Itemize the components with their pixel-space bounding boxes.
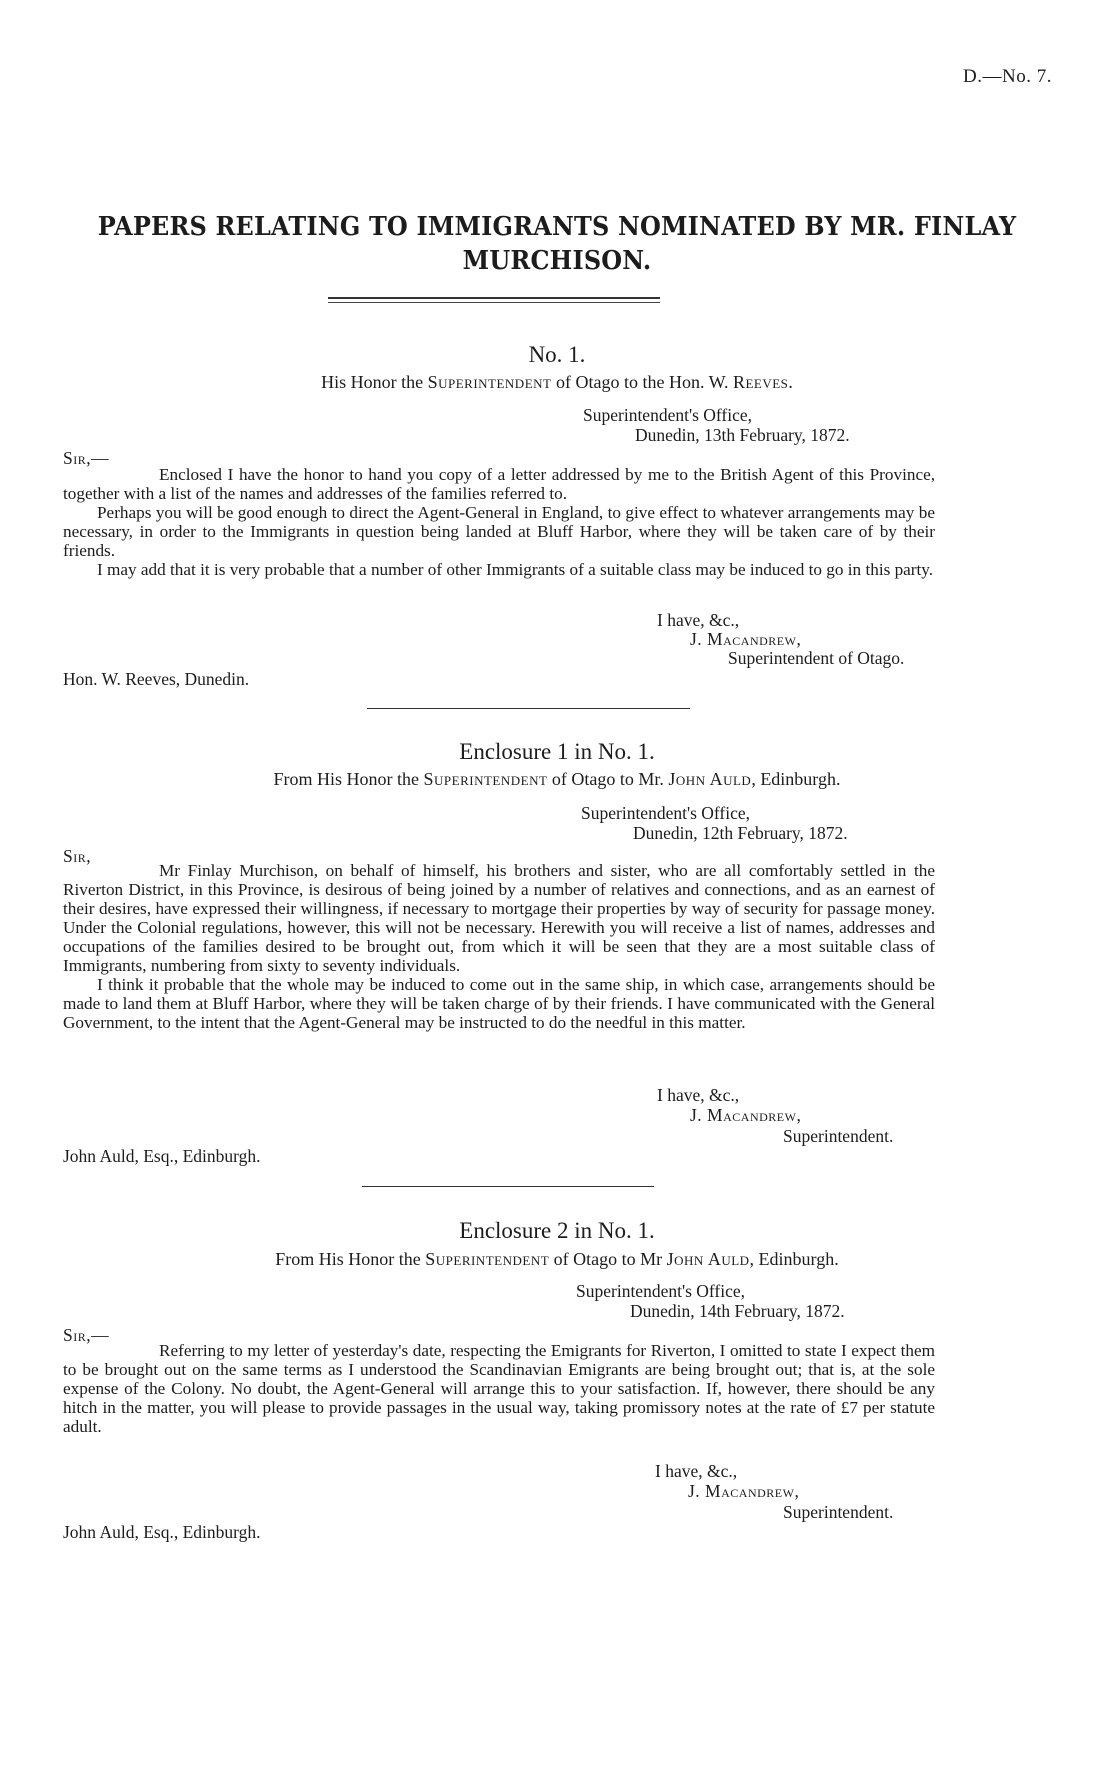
letter1-heading: No. 1. bbox=[528, 342, 586, 367]
letter1-closing: I have, &c., bbox=[657, 610, 740, 630]
letter1-addressee: Hon. W. Reeves, Dunedin. bbox=[63, 669, 250, 689]
enclosure1-from-line: From His Honor the Superintendent of Otago to Mr. John Auld, Edinburgh. bbox=[273, 769, 841, 789]
letter1-from-line: His Honor the Superintendent of Otago to the Hon. W. Reeves. bbox=[321, 372, 793, 392]
enclosure1-addressee: John Auld, Esq., Edinburgh. bbox=[63, 1146, 261, 1166]
enclosure2-paragraph: Referring to my letter of yesterday's date, respecting the Emigrants for Riverton, I omitted to state I expect them to be brought out on the same terms as I understood the Scandinavian Emigrants are being brought out; that is, at the sole expense of the Colony. No doubt, the Agent-General will arrange this to your satisfaction. If, however, there should be any hitch in the matter, you will please to provide passages in the usual way, taking promissory notes at the rate of £7 per statute adult. bbox=[63, 1341, 935, 1436]
enclosure1-body bbox=[63, 861, 935, 1032]
enclosure1-paragraph: I think it probable that the whole may be induced to come out in the same ship, in which case, arrangements should be made to land them at Bluff Harbor, where they will be taken charge of by their friends. I have communicated with the General Government, to the intent that the Agent-General may be instructed to do the needful in this matter. bbox=[63, 975, 935, 1032]
page-title-line2: MURCHISON. bbox=[462, 246, 652, 276]
enclosure1-signature-title: Superintendent. bbox=[783, 1126, 894, 1146]
enclosure2-closing: I have, &c., bbox=[655, 1461, 738, 1481]
enclosure1-heading: Enclosure 1 in No. 1. bbox=[459, 739, 655, 764]
enclosure2-body bbox=[63, 1341, 935, 1436]
enclosure2-signature: J. Macandrew, bbox=[688, 1481, 800, 1501]
title-divider bbox=[328, 297, 660, 303]
enclosure2-address-line2: Dunedin, 14th February, 1872. bbox=[630, 1301, 845, 1321]
enclosure1-salutation: Sir, bbox=[63, 846, 92, 866]
letter1-paragraph: I may add that it is very probable that a number of other Immigrants of a suitable class may be induced to go in this party. bbox=[97, 560, 934, 579]
letter1-paragraph: Enclosed I have the honor to hand you copy of a letter addressed by me to the British Agent of this Province, together with a list of the names and addresses of the families referred to. bbox=[63, 465, 935, 503]
enclosure2-address-line1: Superintendent's Office, bbox=[576, 1281, 746, 1301]
page-title-line1: PAPERS RELATING TO IMMIGRANTS NOMINATED BY MR. FINLAY bbox=[97, 212, 1017, 242]
letter1-salutation: Sir,— bbox=[63, 448, 110, 468]
letter1-signature: J. Macandrew, bbox=[690, 629, 802, 649]
letter1-signature-title: Superintendent of Otago. bbox=[728, 648, 905, 668]
document-number: D.—No. 7. bbox=[963, 66, 1052, 87]
section-divider bbox=[362, 1186, 654, 1187]
letter1-body bbox=[63, 465, 935, 579]
enclosure1-signature: J. Macandrew, bbox=[690, 1105, 802, 1125]
enclosure2-signature-title: Superintendent. bbox=[783, 1502, 894, 1522]
letter1-paragraph: Perhaps you will be good enough to direct the Agent-General in England, to give effect to whatever arrangements may be necessary, in order to the Immigrants in question being landed at Bluff Harbor, where they will be taken care of by their friends. bbox=[63, 503, 935, 560]
section-divider bbox=[367, 708, 690, 709]
enclosure2-salutation: Sir,— bbox=[63, 1325, 110, 1345]
letter1-address-line2: Dunedin, 13th February, 1872. bbox=[635, 425, 850, 445]
enclosure2-heading: Enclosure 2 in No. 1. bbox=[459, 1218, 655, 1243]
enclosure1-address-line1: Superintendent's Office, bbox=[581, 803, 751, 823]
enclosure2-from-line: From His Honor the Superintendent of Otago to Mr John Auld, Edinburgh. bbox=[275, 1249, 839, 1269]
enclosure1-paragraph: Mr Finlay Murchison, on behalf of himself, his brothers and sister, who are all comfortably settled in the Riverton District, in this Province, is desirous of being joined by a number of relatives and connections, and as an earnest of their desires, have expressed their willingness, if necessary to mortgage their properties by way of security for passage money. Under the Colonial regulations, however, this will not be necessary. Herewith you will receive a list of names, addresses and occupations of the families desired to be brought out, from which it will be seen that they are a most suitable class of Immigrants, numbering from sixty to seventy individuals. bbox=[63, 861, 935, 975]
enclosure1-address-line2: Dunedin, 12th February, 1872. bbox=[633, 823, 848, 843]
letter1-address-line1: Superintendent's Office, bbox=[583, 405, 753, 425]
enclosure2-addressee: John Auld, Esq., Edinburgh. bbox=[63, 1522, 261, 1542]
enclosure1-closing: I have, &c., bbox=[657, 1085, 740, 1105]
